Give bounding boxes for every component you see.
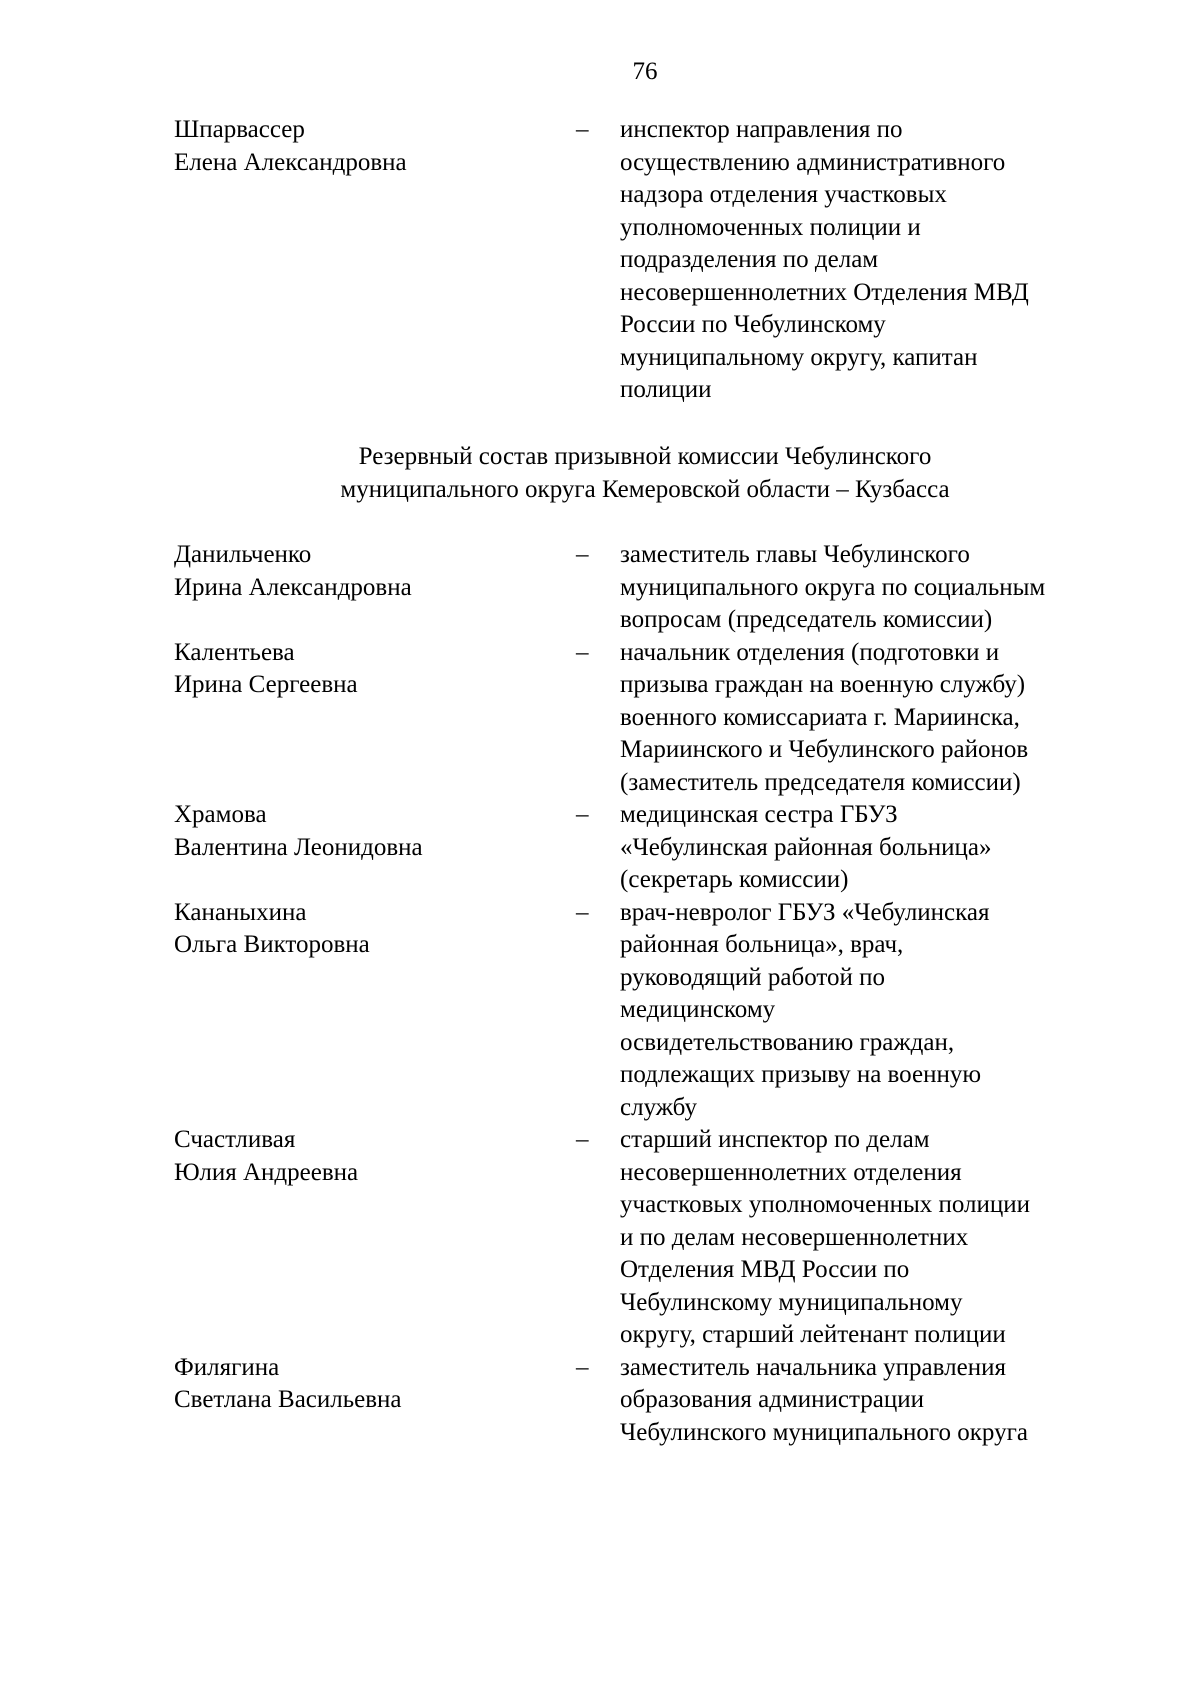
dash-separator: – [576,801,589,828]
role-line: службу [620,1093,697,1121]
member-name [174,1352,564,1417]
member-entry [174,1124,1114,1352]
role-line: полиции [620,376,712,403]
member-name [174,114,564,179]
dash-separator: – [576,116,589,143]
member-name [174,897,564,962]
role-line: образования администрации [620,1386,924,1413]
member-given-name: Юлия Андреевна [174,1158,359,1186]
member-surname: Храмова [174,801,267,828]
member-name [174,1124,564,1189]
role-line: округу, старший лейтенант полиции [620,1321,1006,1348]
member-entry [174,1352,1114,1450]
member-given-name: Елена Александровна [174,148,407,176]
section-heading [0,441,1200,506]
dash-separator: – [576,898,589,926]
dash-separator: – [576,638,589,666]
member-entry [174,637,1114,800]
member-surname: Калентьева [174,638,295,666]
member-entry [174,897,1114,1125]
section-heading-line: муниципального округа Кемеровской области – Кузбасса [340,475,950,503]
member-given-name: Ирина Александровна [174,573,412,601]
role-line: надзора отделения участковых [620,181,947,208]
section-heading-line: Резервный состав призывной комиссии Чебулинского [358,443,932,470]
role-line: инспектор направления по [620,116,903,143]
role-line: старший инспектор по делам [620,1126,930,1153]
role-line: районная больница», врач, [620,931,904,958]
page-number: 76 [632,58,658,85]
dash-separator: – [576,1353,589,1381]
role-line: начальник отделения (подготовки и [620,638,1000,666]
member-given-name: Валентина Леонидовна [174,833,423,861]
member-entry [174,539,1114,637]
role-line: (секретарь комиссии) [620,866,849,893]
role-line: заместитель главы Чебулинского [620,541,970,568]
role-line: Чебулинскому муниципальному [620,1288,963,1316]
member-surname: Счастливая [174,1126,296,1153]
role-line: муниципального округа по социальным [620,573,1046,601]
member-name [174,799,564,864]
role-line: и по делам несовершеннолетних [620,1223,969,1251]
member-given-name: Ирина Сергеевна [174,671,358,698]
member-role [620,1352,1114,1450]
role-line: подлежащих призыву на военную [620,1061,982,1088]
member-given-name: Светлана Васильевна [174,1386,402,1413]
member-surname: Данильченко [174,541,312,568]
dash-separator: – [576,1126,589,1153]
role-line: медицинскому [620,996,776,1023]
member-role [620,114,1114,407]
member-name [174,539,564,604]
member-surname: Филягина [174,1353,280,1381]
role-line: Мариинского и Чебулинского районов [620,736,1029,763]
role-line: участковых уполномоченных полиции [620,1191,1031,1218]
member-name [174,637,564,702]
role-line: вопросам (председатель комиссии) [620,606,993,633]
role-line: врач-невролог ГБУЗ «Чебулинская [620,898,990,926]
role-line: подразделения по делам [620,246,879,273]
role-line: «Чебулинская районная больница» [620,833,992,861]
role-line: несовершеннолетних отделения [620,1158,962,1186]
member-role [620,1124,1114,1352]
role-line: России по Чебулинскому [620,311,886,338]
member-given-name: Ольга Викторовна [174,931,370,958]
member-role [620,539,1114,637]
reserve-member-list [174,539,1114,1449]
member-role [620,799,1114,897]
member-role [620,637,1114,800]
role-line: осуществлению административного [620,148,1006,176]
role-line: заместитель начальника управления [620,1353,1006,1381]
member-role [620,897,1114,1125]
role-line: муниципальному округу, капитан [620,343,978,371]
top-member-list [174,114,1114,407]
role-line: несовершеннолетних Отделения МВД [620,278,1029,306]
member-entry [174,114,1114,407]
role-line: (заместитель председателя комиссии) [620,768,1021,796]
member-surname: Шпарвассер [174,116,305,143]
dash-separator: – [576,541,589,568]
role-line: Отделения МВД России по [620,1256,910,1283]
role-line: медицинская сестра ГБУЗ [620,801,898,828]
role-line: Чебулинского муниципального округа [620,1418,1028,1446]
role-line: уполномоченных полиции и [620,213,921,241]
role-line: призыва граждан на военную службу) [620,671,1026,698]
member-surname: Кананыхина [174,898,307,926]
role-line: руководящий работой по [620,963,886,991]
member-entry [174,799,1114,897]
role-line: военного комиссариата г. Мариинска, [620,703,1020,731]
role-line: освидетельствованию граждан, [620,1028,955,1056]
